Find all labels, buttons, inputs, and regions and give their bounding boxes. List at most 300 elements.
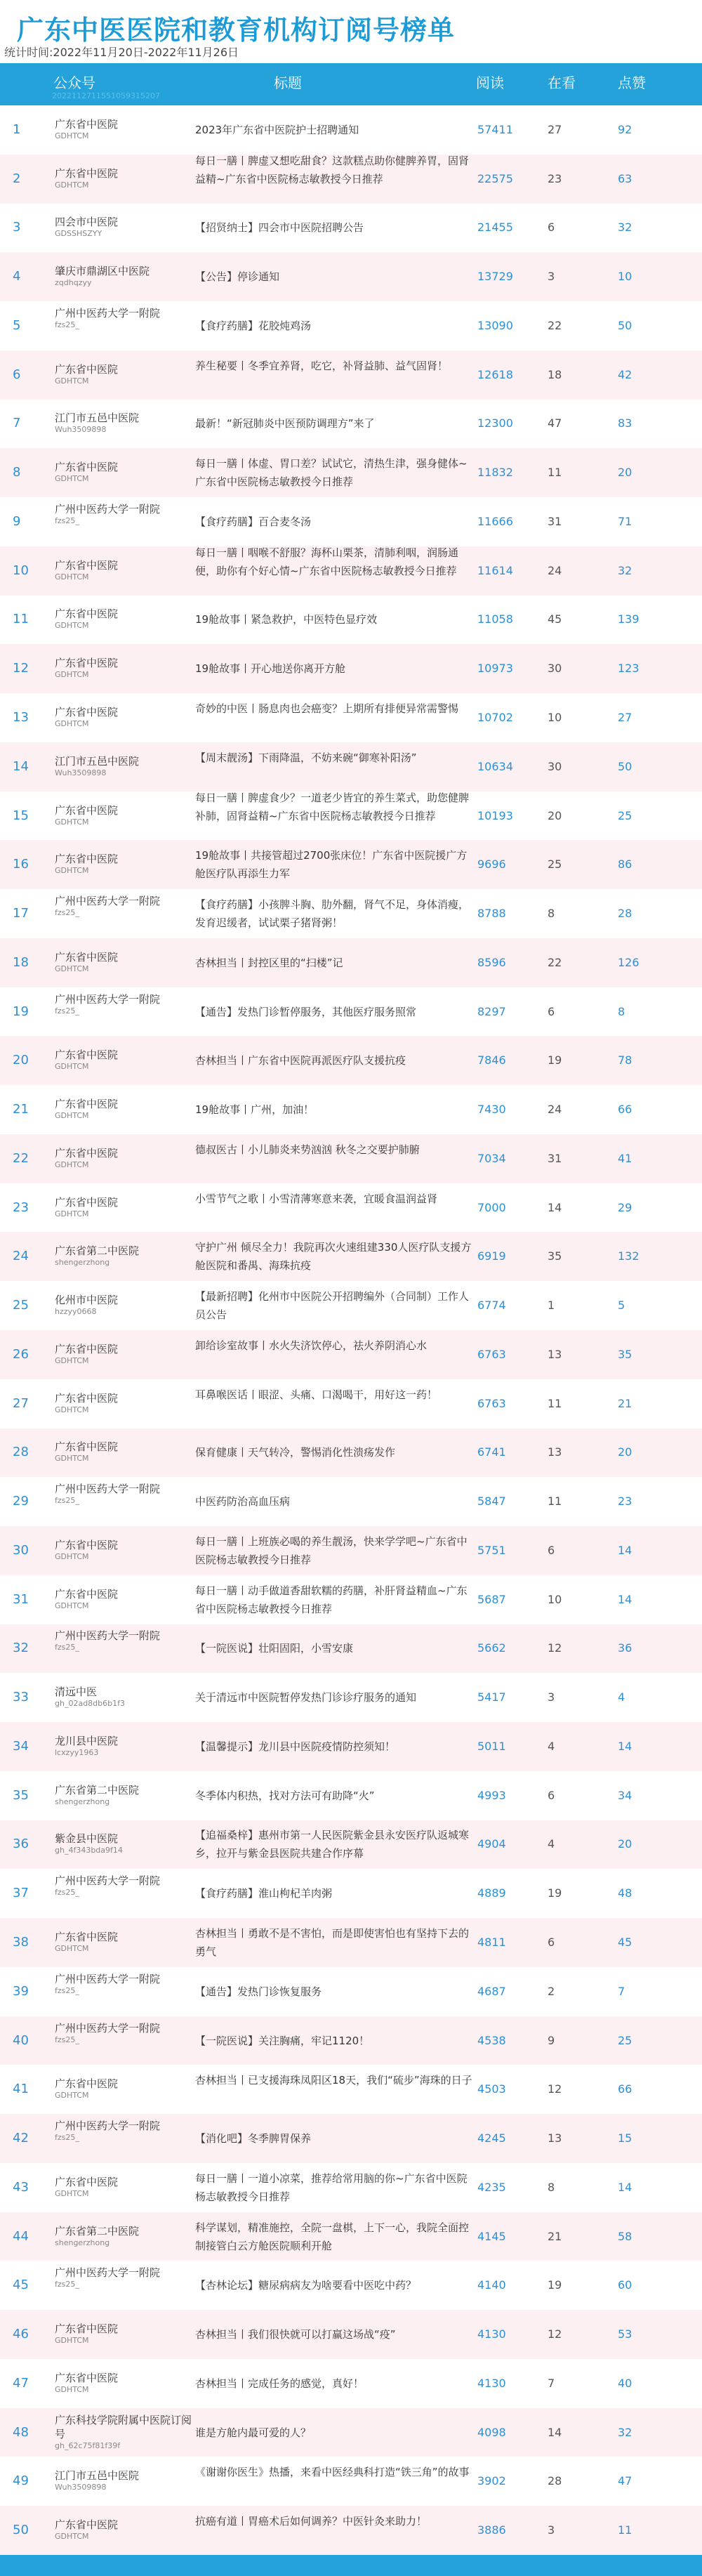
article-title-link[interactable]: 杏林担当丨广东省中医院再派医疗队支援抗疫	[195, 1054, 406, 1067]
article-title-link[interactable]: 关于清远市中医院暂停发热门诊诊疗服务的通知	[195, 1691, 417, 1704]
account-id: GDHTCM	[55, 376, 89, 386]
account-id: fzs25_	[55, 1985, 79, 1995]
rank-number: 25	[13, 1298, 29, 1313]
rank-number: 5	[13, 317, 21, 333]
reads-count: 21455	[477, 221, 513, 235]
account-name[interactable]: 广东省中医院	[55, 950, 119, 964]
article-title-link[interactable]: 谁是方舱内最可爱的人？	[195, 2426, 312, 2439]
account-name[interactable]: 江门市五邑中医院	[55, 2469, 140, 2483]
account-name[interactable]: 广东省中医院	[55, 1391, 119, 1405]
article-title-link[interactable]: 19舱故事丨紧急救护，中医特色显疗效	[195, 613, 378, 626]
rank-number: 33	[13, 1690, 29, 1705]
table-row[interactable]	[0, 2114, 702, 2163]
table-row[interactable]	[0, 1673, 702, 1722]
account-name[interactable]: 广州中医药大学一附院	[55, 992, 161, 1006]
looks-count: 6	[548, 1543, 555, 1557]
reads-count: 12300	[477, 416, 513, 431]
table-row[interactable]	[0, 1869, 702, 1918]
reads-count: 6919	[477, 1249, 506, 1263]
likes-count: 5	[618, 1299, 625, 1313]
reads-count: 4889	[477, 1886, 506, 1900]
account-cell[interactable]	[55, 2266, 195, 2289]
account-cell[interactable]	[55, 306, 195, 330]
likes-count: 132	[618, 1249, 640, 1263]
account-cell[interactable]	[55, 1391, 195, 1415]
article-title-link[interactable]: 冬季体内积热，找对方法可有助降“火”	[195, 1789, 375, 1802]
article-title-link[interactable]: 2023年广东省中医院护士招聘通知	[195, 123, 359, 136]
article-title-link[interactable]: 德叔医古丨小儿肺炎来势汹汹 秋冬之交要护肺腑	[195, 1143, 420, 1156]
account-name[interactable]: 广东省中医院	[55, 1930, 119, 1943]
rank-number: 26	[13, 1346, 29, 1362]
account-name[interactable]: 四会市中医院	[55, 216, 119, 229]
account-id: gh_02ad8db6b1f3	[55, 1699, 125, 1709]
account-name[interactable]: 清远中医	[55, 1685, 98, 1699]
looks-count: 19	[548, 1053, 562, 1067]
looks-count: 35	[548, 1249, 562, 1263]
col-likes-header[interactable]: 点赞	[618, 74, 646, 91]
account-name[interactable]: 广州中医药大学一附院	[55, 2021, 161, 2035]
article-title-link[interactable]: 【食疗药膳】百合麦冬汤	[195, 515, 312, 528]
table-row[interactable]	[0, 1085, 702, 1134]
account-cell[interactable]	[55, 558, 195, 582]
account-id: GDHTCM	[55, 1601, 89, 1610]
account-name[interactable]: 广东省中医院	[55, 2371, 119, 2384]
table-row[interactable]	[0, 1183, 702, 1233]
rank-number: 19	[13, 1004, 29, 1019]
looks-count: 30	[548, 662, 562, 676]
account-cell[interactable]	[55, 1293, 195, 1317]
page-header	[0, 0, 702, 63]
likes-count: 15	[618, 2131, 633, 2145]
account-name[interactable]: 广州中医药大学一附院	[55, 502, 161, 515]
looks-count: 7	[548, 2376, 555, 2390]
account-cell[interactable]	[55, 1146, 195, 1170]
account-id: fzs25_	[55, 2133, 79, 2143]
account-cell[interactable]	[55, 992, 195, 1016]
article-title-link[interactable]: 每日一膳丨脾虚食少？一道老少皆宜的养生菜式，助您健脾补肺，固肾益精~广东省中医院杨志敏教授今日推荐	[195, 791, 470, 822]
article-title-link[interactable]: 每日一膳丨上班族必喝的养生靓汤，快来学学吧~广东省中医院杨志敏教授今日推荐	[195, 1535, 468, 1566]
account-name[interactable]: 广东省中医院	[55, 461, 119, 474]
rank-number: 9	[13, 513, 21, 529]
account-id: GDHTCM	[55, 718, 89, 728]
account-name[interactable]: 广州中医药大学一附院	[55, 306, 161, 320]
table-row[interactable]	[0, 350, 702, 400]
account-name[interactable]: 广东省中医院	[55, 2077, 119, 2091]
table-row[interactable]	[0, 1771, 702, 1820]
account-id: fzs25_	[55, 1496, 79, 1506]
looks-count: 14	[548, 1200, 562, 1214]
looks-count: 6	[548, 1788, 555, 1802]
account-cell[interactable]	[55, 1048, 195, 1072]
table-row[interactable]	[0, 1918, 702, 1967]
reads-count: 10634	[477, 759, 513, 773]
article-title-link[interactable]: 【周末靓汤】下雨降温，不妨来碗“御寒补阳汤”	[195, 751, 417, 764]
account-name[interactable]: 广东省中医院	[55, 803, 119, 817]
table-row[interactable]	[0, 1428, 702, 1478]
article-title-link[interactable]: 杏林担当丨完成任务的感觉，真好！	[195, 2377, 364, 2390]
table-row[interactable]	[0, 546, 702, 596]
account-name[interactable]: 广东省中医院	[55, 558, 119, 572]
account-id: fzs25_	[55, 908, 79, 918]
table-row[interactable]	[0, 1526, 702, 1575]
table-row[interactable]	[0, 2065, 702, 2114]
account-name[interactable]: 广东省中医院	[55, 705, 119, 718]
table-row[interactable]	[0, 2359, 702, 2408]
account-name[interactable]: 广东省中医院	[55, 1098, 119, 1111]
article-title-link[interactable]: 每日一膳丨一道小凉菜，推荐给常用脑的你~广东省中医院杨志敏教授今日推荐	[195, 2171, 468, 2203]
account-name[interactable]: 广东省中医院	[55, 2518, 119, 2532]
table-row[interactable]	[0, 644, 702, 693]
table-row[interactable]	[0, 105, 702, 155]
table-row[interactable]	[0, 742, 702, 791]
account-cell[interactable]	[55, 950, 195, 974]
account-name[interactable]: 广州中医药大学一附院	[55, 2266, 161, 2280]
table-row[interactable]	[0, 2261, 702, 2310]
article-title-link[interactable]: 杏林担当丨封控区里的“扫楼”记	[195, 956, 343, 969]
account-name[interactable]: 广东省中医院	[55, 362, 119, 376]
account-cell[interactable]	[55, 1195, 195, 1219]
article-title-link[interactable]: 【食疗药膳】花胶炖鸡汤	[195, 319, 312, 332]
account-id: GDHTCM	[55, 1062, 89, 1072]
looks-count: 13	[548, 2131, 562, 2145]
account-cell[interactable]	[55, 2518, 195, 2542]
account-name[interactable]: 广东省中医院	[55, 1587, 119, 1601]
article-title-link[interactable]: 《谢谢你医生》热播，来看中医经典科打造“铁三角”的故事	[195, 2466, 470, 2479]
account-cell[interactable]	[55, 2322, 195, 2346]
looks-count: 24	[548, 1103, 562, 1117]
account-cell[interactable]	[55, 2021, 195, 2045]
col-title-header[interactable]: 标题	[274, 74, 302, 91]
table-row[interactable]	[0, 2163, 702, 2212]
reads-count: 11058	[477, 612, 513, 626]
account-name[interactable]: 广东省中医院	[55, 1195, 119, 1209]
account-id: GDHTCM	[55, 1551, 89, 1561]
account-name[interactable]: 广州中医药大学一附院	[55, 1972, 161, 1985]
article-title-link[interactable]: 杏林担当丨已支援海珠凤阳区18天，我们“硫步”海珠的日子	[195, 2074, 472, 2087]
account-cell[interactable]	[55, 2077, 195, 2101]
rank-number: 8	[13, 465, 21, 480]
header-hash: 2022112711551059315207	[52, 91, 160, 100]
article-title-link[interactable]: 卸给诊室故事丨水火失济饮停心，祛火养阴消心水	[195, 1339, 428, 1352]
account-name[interactable]: 广东省中医院	[55, 1146, 119, 1159]
account-cell[interactable]	[55, 117, 195, 141]
account-name[interactable]: 化州市中医院	[55, 1294, 119, 1307]
account-cell[interactable]	[55, 460, 195, 484]
table-row[interactable]	[0, 2457, 702, 2506]
article-title-link[interactable]: 每日一膳丨脾虚又想吃甜食？这款糕点助你健脾养胃，固肾益精~广东省中医院杨志敏教授今日推荐	[195, 154, 470, 185]
account-id: GDHTCM	[55, 1159, 89, 1169]
article-title-link[interactable]: 【招贤纳士】四会市中医院招聘公告	[195, 221, 364, 235]
account-cell[interactable]	[55, 1783, 195, 1807]
rank-number: 12	[13, 661, 29, 676]
account-name[interactable]: 广东省第二中医院	[55, 1244, 140, 1258]
reads-count: 5011	[477, 1739, 506, 1753]
account-cell[interactable]	[55, 1538, 195, 1562]
looks-count: 14	[548, 2425, 562, 2439]
table-row[interactable]	[0, 1477, 702, 1526]
table-row[interactable]	[0, 204, 702, 253]
table-row[interactable]	[0, 2212, 702, 2261]
table-row[interactable]	[0, 1967, 702, 2016]
account-cell[interactable]	[55, 1874, 195, 1898]
reads-count: 3886	[477, 2523, 506, 2537]
account-id: GDHTCM	[55, 1405, 89, 1414]
account-cell[interactable]	[55, 2175, 195, 2199]
table-row[interactable]	[0, 1281, 702, 1330]
table-row[interactable]	[0, 2408, 702, 2457]
account-cell[interactable]	[55, 852, 195, 876]
account-name[interactable]: 广东省中医院	[55, 607, 119, 621]
article-title-link[interactable]: 科学谋划，精准施控，全院一盘棋，上下一心，我院全面控制接管白云方舱医院顺利开舱	[195, 2221, 470, 2252]
likes-count: 139	[618, 612, 640, 626]
article-title-link[interactable]: 【杏林论坛】糖尿病病友为啥要看中医吃中药？	[195, 2279, 417, 2292]
account-name[interactable]: 广东省中医院	[55, 2322, 119, 2336]
table-row[interactable]	[0, 596, 702, 645]
account-cell[interactable]	[55, 705, 195, 729]
article-title-link[interactable]: 【温馨提示】龙川县中医院疫情防控须知！	[195, 1740, 396, 1753]
looks-count: 28	[548, 2474, 562, 2488]
table-row[interactable]	[0, 1575, 702, 1624]
article-title-link[interactable]: 【一院医说】关注胸痛，牢记1120！	[195, 2034, 370, 2047]
account-name[interactable]: 广州中医药大学一附院	[55, 1483, 161, 1496]
account-cell[interactable]	[55, 1097, 195, 1121]
article-title-link[interactable]: 杏林担当丨我们很快就可以打赢这场战“疫”	[195, 2328, 396, 2341]
rank-number: 13	[13, 709, 29, 725]
account-name[interactable]: 广东省中医院	[55, 1440, 119, 1454]
account-id: GDHTCM	[55, 2384, 89, 2394]
account-cell[interactable]	[55, 1482, 195, 1506]
table-row[interactable]	[0, 448, 702, 497]
account-id: GDHTCM	[55, 1943, 89, 1953]
table-row[interactable]	[0, 987, 702, 1037]
stat-period: 统计时间:2022年11月20日-2022年11月26日	[4, 46, 239, 59]
col-looks-header[interactable]: 在看	[548, 74, 576, 91]
rank-number: 21	[13, 1102, 29, 1117]
looks-count: 8	[548, 907, 555, 921]
table-row[interactable]	[0, 155, 702, 204]
reads-count: 11666	[477, 514, 513, 528]
looks-count: 13	[548, 1445, 562, 1459]
article-title-link[interactable]: 每日一膳丨动手做道香甜软糯的药膳，补肝肾益精血~广东省中医院杨志敏教授今日推荐	[195, 1584, 468, 1615]
table-row[interactable]	[0, 2310, 702, 2359]
article-title-link[interactable]: 19舱故事丨广州，加油！	[195, 1103, 314, 1117]
reads-count: 4130	[477, 2327, 506, 2341]
article-title-link[interactable]: 奇妙的中医丨肠息肉也会癌变？上期所有排便异常需警惕	[195, 702, 459, 715]
article-title-link[interactable]: 【最新招聘】化州市中医院公开招聘编外（合同制）工作人员公告	[195, 1290, 470, 1322]
table-row[interactable]	[0, 400, 702, 449]
article-title-link[interactable]: 【食疗药膳】淮山枸杞羊肉粥	[195, 1887, 333, 1900]
likes-count: 32	[618, 2425, 633, 2439]
looks-count: 47	[548, 416, 562, 431]
account-cell[interactable]	[55, 2371, 195, 2395]
account-cell[interactable]	[55, 803, 195, 827]
likes-count: 50	[618, 759, 633, 773]
account-cell[interactable]	[55, 2119, 195, 2143]
account-name[interactable]: 广东省中医院	[55, 1049, 119, 1062]
looks-count: 6	[548, 1004, 555, 1018]
rank-number: 16	[13, 857, 29, 872]
reads-count: 5417	[477, 1690, 506, 1704]
account-cell[interactable]	[55, 1972, 195, 1996]
looks-count: 4	[548, 1739, 555, 1753]
table-row[interactable]	[0, 2016, 702, 2065]
account-cell[interactable]	[55, 264, 195, 288]
rank-number: 10	[13, 563, 29, 578]
likes-count: 14	[618, 1543, 633, 1557]
article-title-link[interactable]: 【追福桑梓】惠州市第一人民医院紫金县永安医疗队返城寒乡，拉开与紫金县医院共建合作序幕	[195, 1829, 470, 1860]
account-cell[interactable]	[55, 1629, 195, 1652]
table-row[interactable]	[0, 889, 702, 938]
rank-number: 38	[13, 1934, 29, 1950]
account-cell[interactable]	[55, 1587, 195, 1611]
account-name[interactable]: 广东省中医院	[55, 1342, 119, 1355]
account-cell[interactable]	[55, 607, 195, 631]
table-row[interactable]	[0, 1379, 702, 1428]
account-name[interactable]: 龙川县中医院	[55, 1734, 119, 1747]
account-name[interactable]: 广东省第二中医院	[55, 2224, 140, 2237]
account-name[interactable]: 广东省中医院	[55, 166, 119, 180]
account-name[interactable]: 广东省第二中医院	[55, 1783, 140, 1796]
reads-count: 5751	[477, 1543, 506, 1557]
article-title-link[interactable]: 每日一膳丨咽喉不舒服？海杯山栗茶，清肺利咽，润肠通便，助你有个好心情~广东省中医院杨志敏教授今日推荐	[195, 546, 459, 577]
table-header	[0, 63, 702, 105]
account-id: GDHTCM	[55, 131, 89, 140]
account-name[interactable]: 广州中医药大学一附院	[55, 895, 161, 908]
account-name[interactable]: 广东省中医院	[55, 1538, 119, 1551]
table-row[interactable]	[0, 1722, 702, 1771]
article-title-link[interactable]: 19舱故事丨共接管超过2700张床位！广东省中医院援广方舱医疗队再添生力军	[195, 849, 468, 881]
table-row[interactable]	[0, 693, 702, 742]
account-id: Wuh3509898	[55, 768, 107, 777]
rank-number: 35	[13, 1787, 29, 1803]
table-row[interactable]	[0, 840, 702, 889]
account-cell[interactable]	[55, 894, 195, 918]
rank-number: 17	[13, 906, 29, 921]
article-title-link[interactable]: 【一院医说】壮阳固阳，小雪安康	[195, 1642, 354, 1655]
article-title-link[interactable]: 中医药防治高血压病	[195, 1495, 291, 1509]
account-name[interactable]: 紫金县中医院	[55, 1832, 119, 1846]
article-title-link[interactable]: 【通告】发热门诊恢复服务	[195, 1985, 322, 1998]
table-row[interactable]	[0, 791, 702, 841]
col-reads-header[interactable]: 阅读	[476, 74, 504, 91]
table-row[interactable]	[0, 252, 702, 301]
article-title-link[interactable]: 每日一膳丨体虚、胃口差？试试它，清热生津，强身健体~广东省中医院杨志敏教授今日推荐	[195, 457, 468, 489]
reads-count: 4145	[477, 2229, 506, 2243]
account-name[interactable]: 肇庆市鼎湖区中医院	[55, 265, 150, 278]
article-title-link[interactable]: 【公告】停诊通知	[195, 270, 280, 284]
rank-number: 30	[13, 1542, 29, 1558]
account-cell[interactable]	[55, 754, 195, 778]
account-cell[interactable]	[55, 1734, 195, 1758]
account-name[interactable]: 江门市五邑中医院	[55, 754, 140, 768]
account-cell[interactable]	[55, 166, 195, 190]
article-title-link[interactable]: 19舱故事丨开心地送你离开方舱	[195, 662, 346, 676]
account-name[interactable]: 广东科技学院附属中医院订阅号	[55, 2413, 192, 2440]
account-cell[interactable]	[55, 1342, 195, 1366]
likes-count: 14	[618, 1592, 633, 1606]
article-title-link[interactable]: 守护广州 倾尽全力！我院再次火速组建330人医疗队支援方舱医院和番禺、海珠抗疫	[195, 1241, 472, 1273]
table-row[interactable]	[0, 1820, 702, 1869]
account-cell[interactable]	[55, 1440, 195, 1464]
rank-number: 18	[13, 954, 29, 970]
account-cell[interactable]	[55, 2413, 195, 2451]
reads-count: 11832	[477, 466, 513, 480]
reads-count: 7034	[477, 1151, 506, 1165]
likes-count: 20	[618, 466, 633, 480]
likes-count: 20	[618, 1837, 633, 1851]
account-cell[interactable]	[55, 2469, 195, 2492]
rank-number: 32	[13, 1641, 29, 1656]
account-id: fzs25_	[55, 1006, 79, 1016]
rank-number: 43	[13, 2179, 29, 2195]
likes-count: 126	[618, 955, 640, 969]
account-cell[interactable]	[55, 1930, 195, 1954]
article-title-link[interactable]: 抗癌有道丨胃癌术后如何调养？中医针灸来助力！	[195, 2515, 428, 2528]
table-row[interactable]	[0, 2506, 702, 2555]
article-title-link[interactable]: 最新！“新冠肺炎中医预防调理方”来了	[195, 417, 375, 431]
article-title-link[interactable]: 杏林担当丨勇敢不是不害怕，而是即使害怕也有坚持下去的勇气	[195, 1926, 470, 1958]
reads-count: 4140	[477, 2278, 506, 2292]
table-row[interactable]	[0, 1134, 702, 1183]
rank-number: 27	[13, 1395, 29, 1411]
account-id: GDHTCM	[55, 474, 89, 484]
account-name[interactable]: 广州中医药大学一附院	[55, 2120, 161, 2133]
article-title-link[interactable]: 【通告】发热门诊暂停服务，其他医疗服务照常	[195, 1005, 417, 1018]
account-cell[interactable]	[55, 215, 195, 239]
table-row[interactable]	[0, 1624, 702, 1674]
account-cell[interactable]	[55, 1832, 195, 1855]
article-title-link[interactable]: 【食疗药膳】小孩脾斗胸、肋外翻，肾气不足，身体消瘦，发育迟缓者，试试栗子猪肾粥！	[195, 898, 470, 930]
table-row[interactable]	[0, 497, 702, 546]
looks-count: 9	[548, 2033, 555, 2047]
table-row[interactable]	[0, 1330, 702, 1379]
account-name[interactable]: 广州中医药大学一附院	[55, 1629, 161, 1643]
likes-count: 123	[618, 662, 640, 676]
article-title-link[interactable]: 【消化吧】冬季脾胃保养	[195, 2132, 312, 2145]
account-name[interactable]: 广州中医药大学一附院	[55, 1874, 161, 1888]
col-account-header[interactable]: 公众号	[53, 74, 95, 91]
rank-number: 20	[13, 1053, 29, 1068]
article-title-link[interactable]: 养生秘要丨冬季宜养肾，吃它，补肾益肺、益气固肾！	[195, 359, 449, 372]
account-cell[interactable]	[55, 502, 195, 526]
article-title-link[interactable]: 保育健康丨天气转冷，警惕消化性溃疡发作	[195, 1446, 396, 1459]
table-row[interactable]	[0, 1232, 702, 1281]
looks-count: 31	[548, 1151, 562, 1165]
account-cell[interactable]	[55, 411, 195, 435]
reads-count: 4245	[477, 2131, 506, 2145]
looks-count: 19	[548, 1886, 562, 1900]
account-name[interactable]: 广东省中医院	[55, 657, 119, 670]
account-id: GDHTCM	[55, 2532, 89, 2542]
account-cell[interactable]	[55, 1685, 195, 1709]
table-row[interactable]	[0, 301, 702, 350]
account-name[interactable]: 广东省中医院	[55, 853, 119, 866]
reads-count: 5662	[477, 1641, 506, 1655]
account-cell[interactable]	[55, 362, 195, 386]
account-cell[interactable]	[55, 656, 195, 680]
account-name[interactable]: 广东省中医院	[55, 117, 119, 131]
article-title-link[interactable]: 耳鼻喉医话丨眼涩、头痛、口渴喝干，用好这一药！	[195, 1388, 438, 1401]
table-row[interactable]	[0, 938, 702, 987]
account-name[interactable]: 江门市五邑中医院	[55, 412, 140, 425]
account-cell[interactable]	[55, 2224, 195, 2248]
account-name[interactable]: 广东省中医院	[55, 2175, 119, 2188]
looks-count: 1	[548, 1299, 555, 1313]
rank-number: 3	[13, 220, 21, 235]
table-row[interactable]	[0, 1036, 702, 1085]
article-title-link[interactable]: 小雪节气之歌丨小雪清薄寒意来袭，宜暖食温润益肾	[195, 1192, 438, 1205]
account-cell[interactable]	[55, 1244, 195, 1268]
